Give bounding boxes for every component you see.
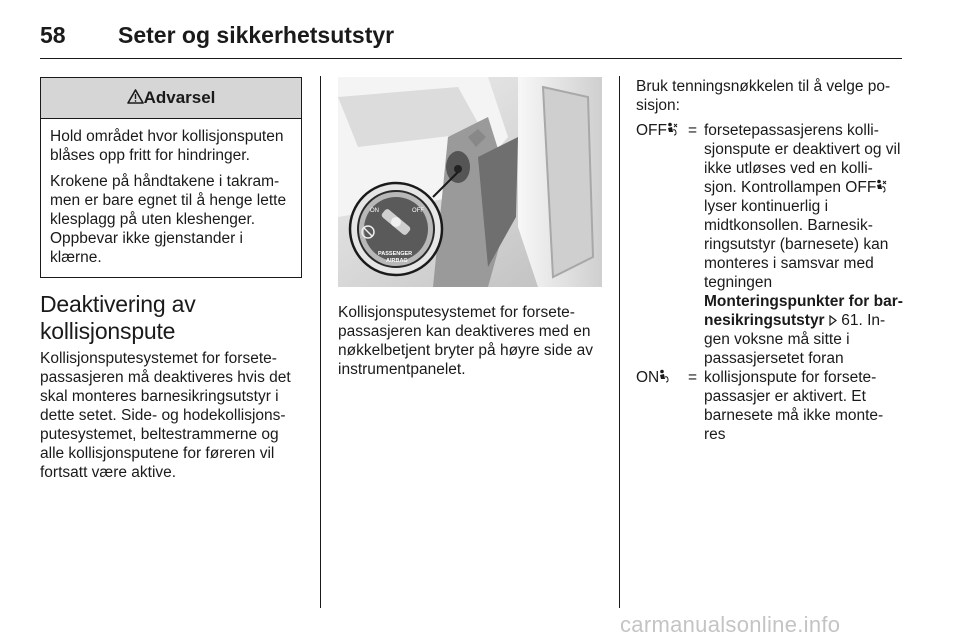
column-divider: [320, 76, 321, 608]
column-divider: [619, 76, 620, 608]
left-column: [40, 77, 302, 482]
term-label: OFF: [636, 122, 667, 139]
description-text: 61. In-gen voksne må sitte i passasjersetet foran: [704, 312, 886, 367]
figure-caption: Kollisjonsputesystemet for forsete-passasjeren kan deaktiveres med en nøkkelbetjent bryter på høyre side av instrumentpanelet.: [338, 304, 594, 378]
switch-passenger-label: PASSENGER: [378, 251, 413, 257]
warning-paragraph: Hold området hvor kollisjonsputen blåses opp fritt for hindringer.: [50, 128, 284, 164]
warning-header: [41, 78, 301, 119]
page-reference-icon: [829, 315, 837, 326]
right-column: [636, 77, 904, 444]
airbag-off-icon: [667, 122, 678, 136]
airbag-off-icon: [876, 179, 887, 193]
section-heading: Deaktivering av kollisjonspute: [40, 291, 196, 344]
watermark: carmanualsonline.info: [620, 612, 841, 637]
middle-column: [338, 77, 604, 395]
term-on: [636, 368, 688, 444]
warning-paragraph: Krokene på håndtakene i takram-men er bare egnet til å henge lette klesplagg på uten kleshenger. Oppbevar ikke gjenstander i klærne.: [50, 173, 287, 266]
warning-box: [40, 77, 302, 278]
chapter-title: Seter og sikkerhetsutstyr: [118, 22, 395, 48]
warning-title: Advarsel: [143, 88, 216, 107]
term-description: [704, 121, 904, 368]
equals-sign: =: [688, 122, 698, 139]
page-number: 58: [40, 22, 66, 48]
airbag-switch-illustration: [338, 77, 602, 287]
page-header: [40, 14, 902, 59]
description-text: lyser kontinuerlig i midtkonsollen. Barnesik-ringsutstyr (barnesete) kan monteres i samsvar med tegningen: [704, 198, 889, 291]
description-text: forsetepassasjerens kolli-sjonspute er deaktivert og vil ikke utløses ved en kolli-sjon. Kontrollampen OFF: [704, 122, 901, 196]
term-description: kollisjonspute for forsete-passasjer er aktivert. Et barnesete må ikke monte-res: [704, 369, 884, 443]
section-body: Kollisjonsputesystemet for forsete-passasjeren må deaktiveres hvis det skal monteres barnesikringsutstyr i dette setet. Side- og hodekollisjons-putesystemet, beltestrammerne og alle kollisjonsputene for føreren vil fortsatt være aktive.: [40, 350, 291, 481]
term-off: [636, 121, 688, 368]
list-item-on: [636, 368, 904, 444]
switch-airbag-label: AIRBAG: [386, 258, 408, 264]
term-label: ON: [636, 369, 660, 386]
warning-body: [41, 119, 301, 277]
list-item-off: [636, 121, 904, 368]
equals-sign: =: [688, 369, 698, 386]
switch-off-label: OFF: [412, 208, 424, 214]
intro-text: Bruk tenningsnøkkelen til å velge po-sisjon:: [636, 78, 891, 114]
airbag-switch-photo: [338, 77, 602, 287]
switch-on-label: ON: [370, 208, 379, 214]
warning-triangle-icon: [127, 89, 144, 104]
position-list: [636, 121, 904, 444]
cross-reference-link[interactable]: Monteringspunkter for bar-nesikringsutstyr: [704, 293, 903, 329]
airbag-on-icon: [659, 369, 670, 383]
